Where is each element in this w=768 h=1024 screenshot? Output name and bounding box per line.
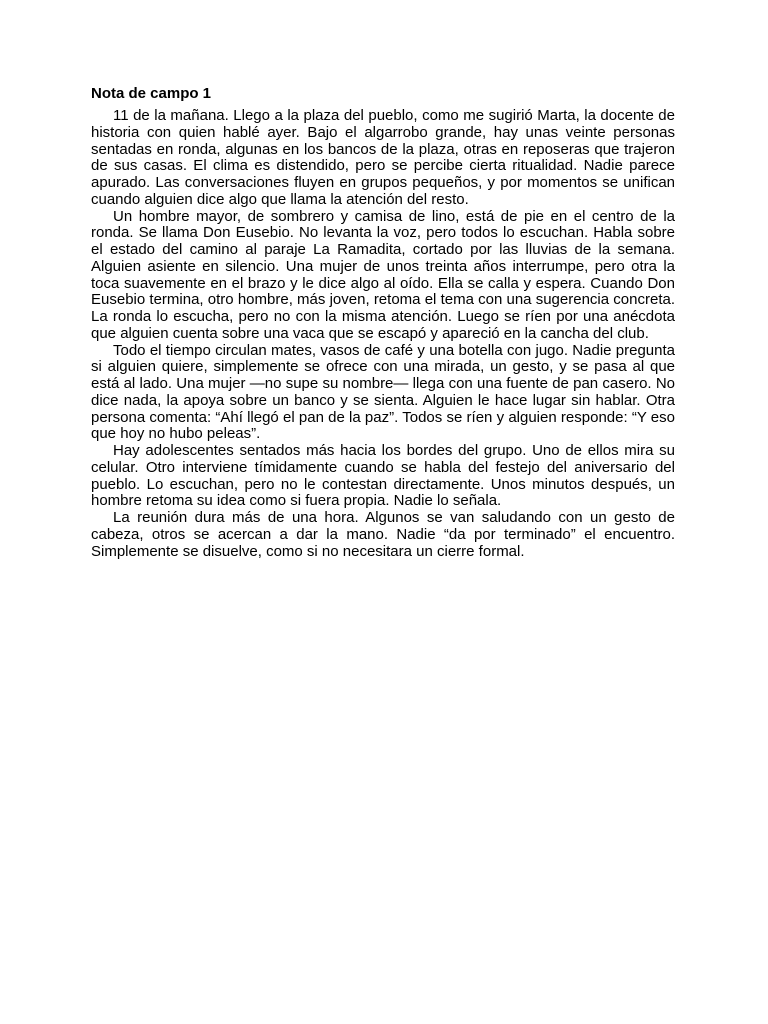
paragraph-1: 11 de la mañana. Llego a la plaza del pueblo, como me sugirió Marta, la docente de historia con quien hablé ayer. Bajo el algarrobo grande, hay unas veinte personas sentadas en ronda, algunas en los bancos de la plaza, otras en reposeras que trajeron de sus casas. El clima es distendido, pero se percibe cierta ritualidad. Nadie parece apurado. Las conversaciones fluyen en grupos pequeños, y por momentos se unifican cuando alguien dice algo que llama la atención del resto. [91,107,675,208]
paragraph-5: La reunión dura más de una hora. Algunos se van saludando con un gesto de cabeza, otros se acercan a dar la mano. Nadie “da por terminado” el encuentro. Simplemente se disuelve, como si no necesitara un cierre formal. [91,509,675,560]
paragraph-4: Hay adolescentes sentados más hacia los bordes del grupo. Uno de ellos mira su celular. Otro interviene tímidamente cuando se habla del festejo del aniversario del pueblo. Lo escuchan, pero no le contestan directamente. Unos minutos después, un hombre retoma su idea como si fuera propia. Nadie lo señala. [91,442,675,510]
paragraph-2: Un hombre mayor, de sombrero y camisa de lino, está de pie en el centro de la ronda. Se llama Don Eusebio. No levanta la voz, pero todos lo escuchan. Habla sobre el estado del camino al paraje La Ramadita, cortado por las lluvias de la semana. Alguien asiente en silencio. Una mujer de unos treinta años interrumpe, pero otra la toca suavemente en el brazo y le dice algo al oído. Ella se calla y espera. Cuando Don Eusebio termina, otro hombre, más joven, retoma el tema con una sugerencia concreta. La ronda lo escucha, pero no con la misma atención. Luego se ríen por una anécdota que alguien cuenta sobre una vaca que se escapó y apareció en la cancha del club. [91,207,675,342]
document-page [91,85,675,560]
paragraph-3: Todo el tiempo circulan mates, vasos de café y una botella con jugo. Nadie pregunta si alguien quiere, simplemente se ofrece con una mirada, un gesto, y se pasa al que está al lado. Una mujer —no supe su nombre— llega con una fuente de pan casero. No dice nada, la apoya sobre un banco y se sienta. Alguien le hace lugar sin hablar. Otra persona comenta: “Ahí llegó el pan de la paz”. Todos se ríen y alguien responde: “Y eso que hoy no hubo peleas”. [91,341,675,443]
document-title: Nota de campo 1 [91,85,212,102]
